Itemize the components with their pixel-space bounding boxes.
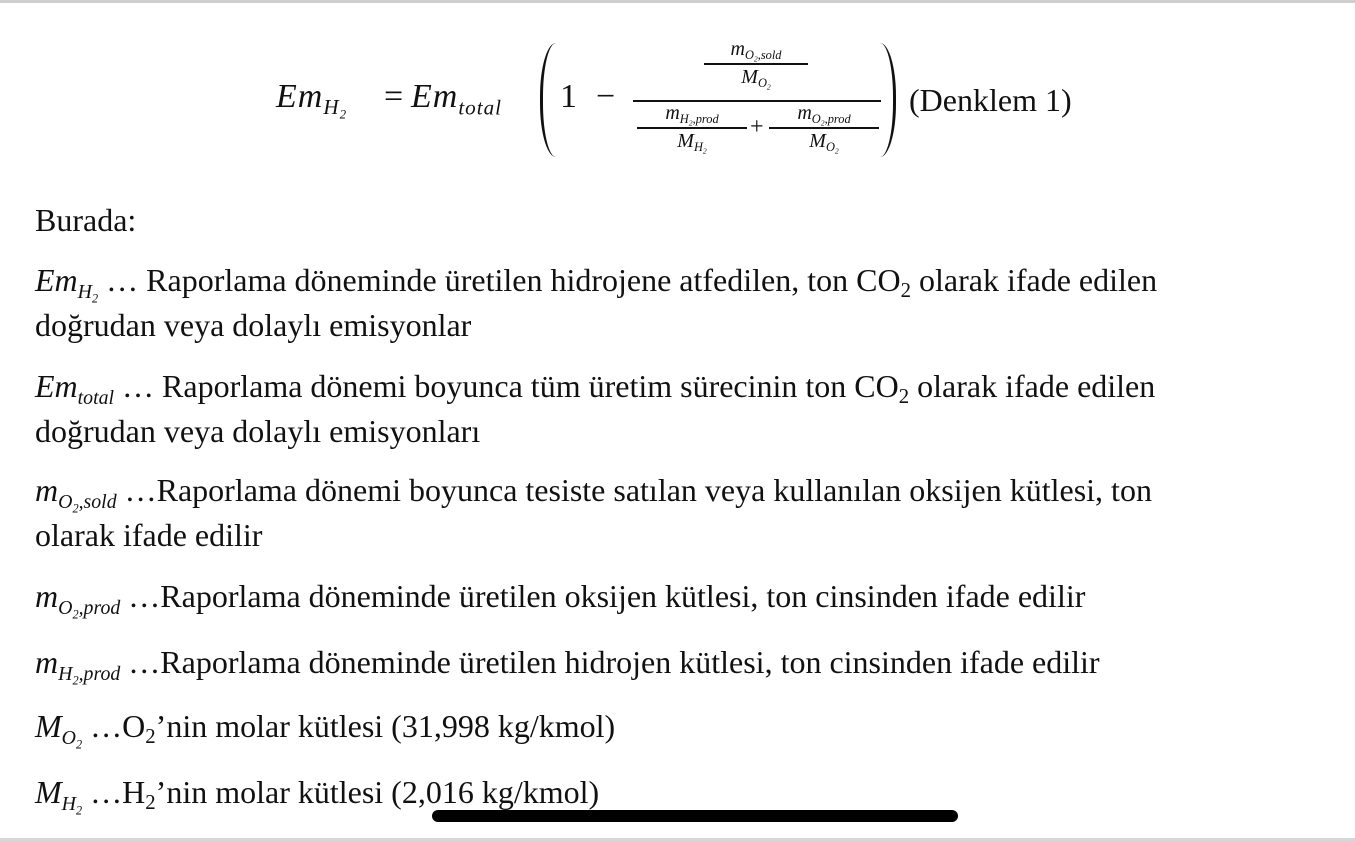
definition-symbol [35, 262, 99, 306]
den-right-bottom-base: M [809, 130, 826, 152]
symbol-sub-rest: ,sold [78, 490, 117, 513]
definition-line-2: doğrudan veya dolaylı emisyonlar [35, 307, 472, 343]
denominator-left-fraction [635, 102, 749, 156]
den-right-top-sub-num: 2 [820, 119, 825, 129]
symbol-base: Em [35, 368, 78, 404]
definition-subscript: 2 [145, 791, 156, 815]
symbol-sub: O [58, 596, 73, 619]
numerator-top-sub-rest: ,sold [757, 48, 782, 63]
definition-symbol [35, 774, 83, 818]
symbol-base: M [35, 708, 62, 744]
definition-text: …Raporlama döneminde üretilen hidrojen kütlesi, ton cinsinden ifade edilir [120, 644, 1100, 680]
left-parenthesis [540, 43, 556, 157]
eq-lhs-sub-num: 2 [339, 106, 348, 122]
den-right-top-sub: O [811, 112, 821, 127]
eq-lhs-sub: H [323, 95, 340, 120]
den-plus: + [750, 114, 764, 140]
equation-1 [0, 38, 1355, 168]
numerator-bottom [700, 66, 812, 93]
equation-label: (Denklem 1) [909, 82, 1072, 118]
numerator-top-base: m [730, 38, 745, 60]
definition-line [35, 574, 1086, 622]
den-right-bottom [767, 130, 881, 156]
symbol-base: M [35, 774, 62, 810]
definition-m-o2-prod [35, 574, 1086, 622]
definition-symbol [35, 472, 117, 516]
eq-equals: = [384, 78, 404, 115]
bottom-divider [0, 838, 1355, 842]
definition-subscript: 2 [145, 725, 156, 749]
symbol-base: m [35, 644, 59, 680]
symbol-sub-num: 2 [91, 291, 99, 306]
symbol-sub: H [61, 792, 76, 815]
numerator-fraction [700, 38, 812, 93]
definition-line [35, 364, 1155, 409]
definition-text: …O [82, 708, 146, 744]
definition-m-o2-sold [35, 468, 1152, 558]
definition-subscript: 2 [898, 385, 910, 409]
definition-line [35, 258, 1158, 306]
symbol-sub: H [58, 662, 73, 685]
numerator-top-sub: O [744, 48, 754, 63]
den-left-top-sub: H [679, 112, 689, 127]
definition-line-2: olarak ifade edilir [35, 517, 263, 553]
eq-lhs-base: Em [276, 78, 324, 115]
symbol-sub: O [61, 726, 76, 749]
definition-line [35, 770, 600, 818]
den-left-bottom [635, 130, 749, 156]
den-left-top-base: m [665, 102, 680, 124]
eq-minus: − [596, 78, 616, 115]
numerator-bottom-sub-num: 2 [766, 83, 771, 93]
definition-text-cont: ’nin molar kütlesi (31,998 kg/kmol) [155, 708, 616, 744]
den-right-top-sub-rest: ,prod [824, 112, 851, 127]
definition-molar-h2 [35, 770, 600, 818]
definition-symbol [35, 578, 121, 622]
symbol-sub-num: 2 [72, 501, 79, 516]
symbol-sub: total [77, 386, 115, 409]
symbol-sub-num: 2 [75, 803, 83, 818]
symbol-base: Em [35, 262, 78, 298]
symbol-sub-num: 2 [72, 607, 79, 622]
definition-text-cont: ’nin molar kütlesi (2,016 kg/kmol) [155, 774, 600, 810]
definition-line [35, 640, 1100, 688]
eq-lhs [276, 78, 348, 122]
definition-text: …H [82, 774, 146, 810]
definition-subscript: 2 [900, 279, 911, 303]
symbol-sub-rest: ,prod [78, 596, 121, 619]
definition-text: …Raporlama döneminde üretilen oksijen kütlesi, ton cinsinden ifade edilir [120, 578, 1086, 614]
den-left-top-sub-num: 2 [688, 119, 693, 129]
symbol-sub: H [77, 280, 92, 303]
right-parenthesis [880, 43, 896, 157]
numerator-bottom-sub: O [757, 76, 767, 91]
symbol-sub-rest: ,prod [78, 662, 121, 685]
definition-symbol [35, 644, 121, 688]
definition-line [35, 704, 616, 752]
symbol-sub-num: 2 [75, 737, 83, 752]
symbol-base: m [35, 578, 59, 614]
den-left-bottom-sub-num: 2 [702, 147, 707, 157]
eq-total-base: Em [411, 78, 459, 115]
eq-one: 1 [560, 78, 577, 115]
den-right-bottom-sub: O [825, 140, 835, 155]
den-left-bottom-base: M [677, 130, 694, 152]
definition-text-cont: olarak ifade edilen [909, 368, 1156, 404]
denominator-right-fraction [767, 102, 881, 156]
intro-text: Burada: [35, 202, 137, 238]
eq-total [411, 78, 502, 120]
definition-em-h2 [35, 258, 1157, 348]
definition-m-h2-prod [35, 640, 1100, 688]
den-right-bottom-sub-num: 2 [834, 147, 839, 157]
definition-em-total [35, 364, 1155, 454]
definition-line-2: doğrudan veya dolaylı emisyonları [35, 413, 481, 449]
symbol-sub-num: 2 [72, 673, 79, 688]
definition-text-cont: olarak ifade edilen [910, 262, 1158, 298]
symbol-base: m [35, 472, 59, 508]
den-right-top [767, 102, 881, 129]
top-divider [0, 0, 1355, 3]
den-left-top-sub-rest: ,prod [692, 112, 719, 127]
symbol-sub: O [58, 490, 73, 513]
den-right-top-base: m [797, 102, 812, 124]
definition-symbol [35, 708, 83, 752]
definition-text: …Raporlama dönemi boyunca tesiste satılan veya kullanılan oksijen kütlesi, ton [116, 472, 1152, 508]
home-indicator-bar[interactable] [432, 810, 958, 822]
eq-total-sub: total [458, 95, 502, 120]
definition-molar-o2 [35, 704, 616, 752]
numerator-top-sub-num: 2 [753, 55, 758, 65]
den-left-top [635, 102, 749, 129]
definition-symbol [35, 368, 115, 409]
denominator [633, 102, 881, 168]
definition-text: … Raporlama dönemi boyunca tüm üretim sürecinin ton CO [114, 368, 899, 404]
numerator-bottom-base: M [741, 66, 758, 88]
numerator-top [700, 38, 812, 65]
den-left-bottom-sub: H [693, 140, 703, 155]
definition-line [35, 468, 1152, 516]
definition-text: … Raporlama döneminde üretilen hidrojene atfedilen, ton CO [98, 262, 901, 298]
